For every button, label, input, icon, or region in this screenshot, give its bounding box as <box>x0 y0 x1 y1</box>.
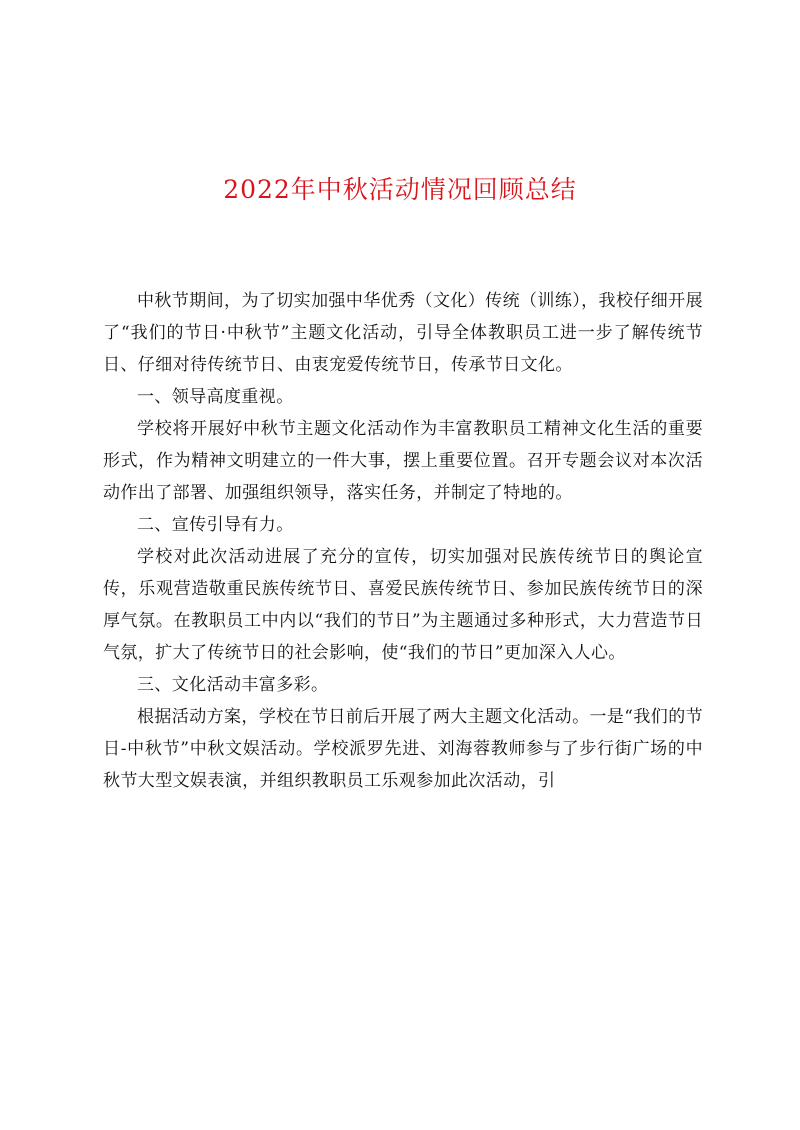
intro-paragraph: 中秋节期间，为了切实加强中华优秀（文化）传统（训练），我校仔细开展了“我们的节日·中秋节”主题文化活动，引导全体教职员工进一步了解传统节日、仔细对待传统节日、由衷宠爱传统节日，传承节日文化。 <box>103 291 703 375</box>
document-body <box>103 285 703 797</box>
section-2-paragraph: 学校对此次活动进展了充分的宣传，切实加强对民族传统节日的舆论宣传，乐观营造敬重民族传统节日、喜爱民族传统节日、参加民族传统节日的深厚气氛。在教职员工中内以“我们的节日”为主题通过多种形式，大力营造节日气氛，扩大了传统节日的社会影响，使“我们的节日”更加深入人心。 <box>103 547 703 663</box>
section-heading-1: 一、领导高度重视。 <box>137 387 294 407</box>
section-heading-3: 三、文化活动丰富多彩。 <box>137 675 329 695</box>
section-heading-2: 二、宣传引导有力。 <box>137 515 294 535</box>
section-1-paragraph: 学校将开展好中秋节主题文化活动作为丰富教职员工精神文化生活的重要形式，作为精神文明建立的一件大事，摆上重要位置。召开专题会议对本次活动作出了部署、加强组织领导，落实任务，并制定了特地的。 <box>103 419 703 503</box>
section-3-paragraph: 根据活动方案，学校在节日前后开展了两大主题文化活动。一是“我们的节日-中秋节”中秋文娱活动。学校派罗先进、刘海蓉教师参与了步行街广场的中秋节大型文娱表演，并组织教职员工乐观参加此次活动，引 <box>103 707 703 791</box>
document-title: 2022年中秋活动情况回顾总结 <box>223 175 577 204</box>
